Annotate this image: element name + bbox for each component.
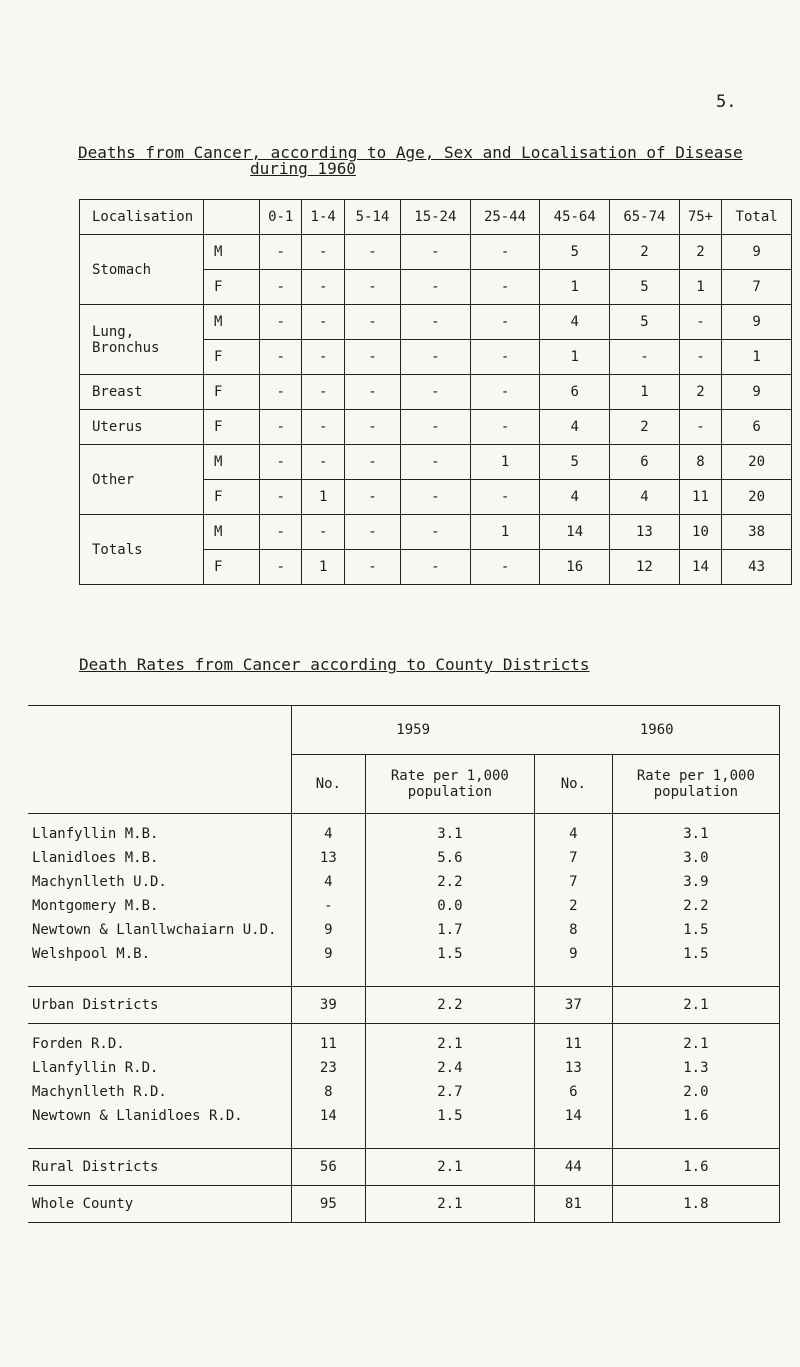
localisation-label: Totals: [80, 515, 204, 585]
count-cell: -: [302, 375, 344, 410]
rate-cell: 2.1: [365, 1186, 534, 1223]
subheader-rate-1960: Rate per 1,000 population: [612, 755, 779, 814]
localisation-label: Lung, Bronchus: [80, 305, 204, 375]
count-cell: 2: [610, 235, 680, 270]
column-header: 25-44: [470, 200, 540, 235]
count-cell: 5: [540, 235, 610, 270]
deaths-count-cell: 9: [291, 942, 365, 966]
table-row: [80, 305, 792, 340]
rate-cell: 2.7: [365, 1080, 534, 1104]
spacer-cell: [534, 1024, 612, 1033]
deaths-count-cell: 13: [534, 1056, 612, 1080]
column-header: 5-14: [344, 200, 400, 235]
spacer-cell: [28, 966, 291, 987]
sex-cell: M: [204, 515, 260, 550]
rate-cell: 3.0: [612, 846, 779, 870]
table-row: [80, 445, 792, 480]
count-cell: 14: [679, 550, 721, 585]
rate-cell: 2.0: [612, 1080, 779, 1104]
count-cell: 1: [610, 375, 680, 410]
deaths-count-cell: 7: [534, 870, 612, 894]
spacer-cell: [365, 966, 534, 987]
total-cell: 43: [722, 550, 792, 585]
deaths-count-cell: 8: [291, 1080, 365, 1104]
count-cell: 2: [610, 410, 680, 445]
rate-cell: 2.1: [365, 1032, 534, 1056]
table-row: [80, 515, 792, 550]
count-cell: 6: [540, 375, 610, 410]
count-cell: -: [470, 550, 540, 585]
localisation-label: Other: [80, 445, 204, 515]
count-cell: -: [260, 515, 302, 550]
blank-subheader-cell: [28, 755, 291, 814]
table-row: [80, 410, 792, 445]
count-cell: 14: [540, 515, 610, 550]
count-cell: -: [344, 410, 400, 445]
count-cell: 10: [679, 515, 721, 550]
count-cell: -: [401, 235, 471, 270]
count-cell: -: [302, 515, 344, 550]
spacer-row: [28, 1128, 780, 1149]
district-name: Rural Districts: [28, 1149, 291, 1186]
deaths-by-age-table: [79, 199, 792, 585]
count-cell: 16: [540, 550, 610, 585]
total-cell: 20: [722, 445, 792, 480]
rate-cell: 2.1: [612, 987, 779, 1024]
sex-cell: M: [204, 445, 260, 480]
deaths-count-cell: 14: [291, 1104, 365, 1128]
sex-cell: F: [204, 480, 260, 515]
count-cell: -: [260, 410, 302, 445]
sex-cell: F: [204, 340, 260, 375]
district-name: Llanidloes M.B.: [32, 850, 159, 866]
count-cell: -: [401, 270, 471, 305]
rate-cell: 3.1: [612, 822, 779, 846]
rate-cell: 1.5: [612, 918, 779, 942]
count-cell: -: [401, 515, 471, 550]
table-row: [80, 375, 792, 410]
spacer-cell: [28, 814, 291, 823]
count-cell: 12: [610, 550, 680, 585]
count-cell: 1: [540, 270, 610, 305]
district-name: Urban Districts: [28, 987, 291, 1024]
count-cell: -: [401, 375, 471, 410]
count-cell: -: [470, 270, 540, 305]
total-cell: 20: [722, 480, 792, 515]
subheader-no-1959: No.: [291, 755, 365, 814]
count-cell: -: [302, 340, 344, 375]
total-cell: 9: [722, 375, 792, 410]
district-row: [28, 1056, 780, 1080]
district-row: [28, 846, 780, 870]
deaths-count-cell: 81: [534, 1186, 612, 1223]
count-cell: 4: [540, 480, 610, 515]
sex-cell: F: [204, 270, 260, 305]
count-cell: 6: [610, 445, 680, 480]
count-cell: 1: [302, 550, 344, 585]
deaths-count-cell: 56: [291, 1149, 365, 1186]
count-cell: -: [260, 550, 302, 585]
count-cell: -: [260, 375, 302, 410]
column-header: 75+: [679, 200, 721, 235]
count-cell: -: [470, 410, 540, 445]
count-cell: -: [344, 550, 400, 585]
spacer-row: [28, 966, 780, 987]
count-cell: 2: [679, 375, 721, 410]
count-cell: -: [344, 270, 400, 305]
count-cell: -: [260, 270, 302, 305]
count-cell: -: [470, 375, 540, 410]
count-cell: -: [260, 235, 302, 270]
count-cell: -: [344, 375, 400, 410]
spacer-cell: [612, 814, 779, 823]
count-cell: -: [401, 550, 471, 585]
district-row: [28, 1032, 780, 1056]
rate-cell: 3.9: [612, 870, 779, 894]
count-cell: -: [344, 340, 400, 375]
deaths-count-cell: 9: [291, 918, 365, 942]
spacer-row: [28, 1024, 780, 1033]
count-cell: 5: [610, 305, 680, 340]
count-cell: 8: [679, 445, 721, 480]
district-row: [28, 1104, 780, 1128]
deaths-count-cell: 95: [291, 1186, 365, 1223]
district-row: [28, 918, 780, 942]
spacer-cell: [534, 814, 612, 823]
column-header: Localisation: [80, 200, 204, 235]
column-header: Total: [722, 200, 792, 235]
localisation-label: Breast: [80, 375, 204, 410]
count-cell: -: [260, 480, 302, 515]
spacer-cell: [28, 1128, 291, 1149]
subheader-no-1960: No.: [534, 755, 612, 814]
rate-cell: 2.2: [365, 987, 534, 1024]
count-cell: -: [302, 410, 344, 445]
count-cell: 1: [540, 340, 610, 375]
district-row: [28, 822, 780, 846]
count-cell: -: [260, 445, 302, 480]
count-cell: -: [610, 340, 680, 375]
spacer-cell: [612, 966, 779, 987]
rate-cell: 5.6: [365, 846, 534, 870]
count-cell: -: [470, 340, 540, 375]
rate-cell: 1.5: [365, 1104, 534, 1128]
sex-cell: M: [204, 235, 260, 270]
count-cell: -: [679, 305, 721, 340]
rate-cell: 1.5: [365, 942, 534, 966]
rate-cell: 2.2: [365, 870, 534, 894]
rate-cell: 1.6: [612, 1149, 779, 1186]
spacer-cell: [365, 1024, 534, 1033]
rate-cell: 1.3: [612, 1056, 779, 1080]
column-header: 0-1: [260, 200, 302, 235]
district-row: [28, 870, 780, 894]
count-cell: -: [401, 480, 471, 515]
death-rates-table: [28, 705, 780, 1223]
count-cell: -: [344, 480, 400, 515]
total-cell: 9: [722, 235, 792, 270]
count-cell: -: [302, 270, 344, 305]
rate-cell: 2.2: [612, 894, 779, 918]
blank-header-cell: [28, 706, 291, 755]
column-header: 65-74: [610, 200, 680, 235]
rate-cell: 2.4: [365, 1056, 534, 1080]
deaths-count-cell: 13: [291, 846, 365, 870]
count-cell: 4: [610, 480, 680, 515]
count-cell: -: [401, 445, 471, 480]
count-cell: -: [401, 410, 471, 445]
count-cell: -: [470, 305, 540, 340]
count-cell: 5: [540, 445, 610, 480]
district-name: Forden R.D.: [32, 1036, 125, 1052]
deaths-count-cell: 39: [291, 987, 365, 1024]
subheader-rate-1959: Rate per 1,000 population: [365, 755, 534, 814]
count-cell: -: [260, 340, 302, 375]
spacer-cell: [534, 1128, 612, 1149]
rate-cell: 1.6: [612, 1104, 779, 1128]
count-cell: 2: [679, 235, 721, 270]
spacer-cell: [291, 1128, 365, 1149]
sex-cell: F: [204, 550, 260, 585]
count-cell: 1: [470, 445, 540, 480]
sex-cell: F: [204, 410, 260, 445]
year-1960-header: 1960: [534, 706, 779, 755]
deaths-count-cell: 9: [534, 942, 612, 966]
spacer-cell: [365, 814, 534, 823]
deaths-count-cell: 7: [534, 846, 612, 870]
count-cell: -: [302, 305, 344, 340]
deaths-count-cell: 8: [534, 918, 612, 942]
spacer-cell: [291, 814, 365, 823]
column-header: 1-4: [302, 200, 344, 235]
count-cell: -: [401, 305, 471, 340]
localisation-label: Stomach: [80, 235, 204, 305]
deaths-count-cell: 44: [534, 1149, 612, 1186]
district-name: Montgomery M.B.: [32, 898, 159, 914]
count-cell: -: [302, 235, 344, 270]
count-cell: -: [260, 305, 302, 340]
district-name: Newtown & Llanllwchaiarn U.D.: [32, 922, 277, 938]
count-cell: -: [302, 445, 344, 480]
district-name: Newtown & Llanidloes R.D.: [32, 1108, 243, 1124]
count-cell: -: [679, 340, 721, 375]
rural-total-row: [28, 1149, 780, 1186]
deaths-count-cell: 11: [534, 1032, 612, 1056]
count-cell: 4: [540, 410, 610, 445]
count-cell: -: [344, 445, 400, 480]
deaths-count-cell: 6: [534, 1080, 612, 1104]
spacer-cell: [28, 1024, 291, 1033]
count-cell: 1: [470, 515, 540, 550]
deaths-table-subtitle: during 1960: [250, 159, 356, 178]
count-cell: 1: [302, 480, 344, 515]
count-cell: 4: [540, 305, 610, 340]
deaths-count-cell: -: [291, 894, 365, 918]
rate-cell: 2.1: [365, 1149, 534, 1186]
total-cell: 6: [722, 410, 792, 445]
deaths-count-cell: 37: [534, 987, 612, 1024]
district-name: Machynlleth R.D.: [32, 1084, 167, 1100]
count-cell: -: [344, 235, 400, 270]
district-name: Llanfyllin R.D.: [32, 1060, 159, 1076]
count-cell: 13: [610, 515, 680, 550]
district-name: Whole County: [28, 1186, 291, 1223]
death-rates-table-title: Death Rates from Cancer according to County Districts: [79, 655, 590, 674]
count-cell: 5: [610, 270, 680, 305]
deaths-count-cell: 11: [291, 1032, 365, 1056]
spacer-cell: [291, 1024, 365, 1033]
rate-cell: 2.1: [612, 1032, 779, 1056]
sex-cell: M: [204, 305, 260, 340]
count-cell: -: [470, 235, 540, 270]
rate-cell: 3.1: [365, 822, 534, 846]
spacer-cell: [612, 1024, 779, 1033]
column-header: [204, 200, 260, 235]
total-cell: 7: [722, 270, 792, 305]
table-row: [80, 235, 792, 270]
district-row: [28, 1080, 780, 1104]
total-cell: 38: [722, 515, 792, 550]
deaths-count-cell: 2: [534, 894, 612, 918]
count-cell: -: [344, 515, 400, 550]
deaths-count-cell: 4: [534, 822, 612, 846]
total-cell: 9: [722, 305, 792, 340]
deaths-count-cell: 23: [291, 1056, 365, 1080]
page-number: 5.: [716, 92, 737, 112]
year-1959-header: 1959: [291, 706, 534, 755]
deaths-count-cell: 14: [534, 1104, 612, 1128]
district-row: [28, 942, 780, 966]
district-name: Machynlleth U.D.: [32, 874, 167, 890]
deaths-count-cell: 4: [291, 870, 365, 894]
rate-cell: 0.0: [365, 894, 534, 918]
count-cell: -: [401, 340, 471, 375]
district-name: Welshpool M.B.: [32, 946, 151, 962]
spacer-cell: [291, 966, 365, 987]
rate-cell: 1.5: [612, 942, 779, 966]
count-cell: -: [679, 410, 721, 445]
rate-cell: 1.8: [612, 1186, 779, 1223]
count-cell: -: [344, 305, 400, 340]
count-cell: 11: [679, 480, 721, 515]
sex-cell: F: [204, 375, 260, 410]
urban-total-row: [28, 987, 780, 1024]
count-cell: -: [470, 480, 540, 515]
total-cell: 1: [722, 340, 792, 375]
spacer-row: [28, 814, 780, 823]
spacer-cell: [365, 1128, 534, 1149]
spacer-cell: [612, 1128, 779, 1149]
deaths-table-title: Deaths from Cancer, according to Age, Sex and Localisation of Disease: [78, 143, 743, 162]
district-name: Llanfyllin M.B.: [32, 826, 159, 842]
rate-cell: 1.7: [365, 918, 534, 942]
deaths-count-cell: 4: [291, 822, 365, 846]
count-cell: 1: [679, 270, 721, 305]
district-row: [28, 894, 780, 918]
spacer-cell: [534, 966, 612, 987]
localisation-label: Uterus: [80, 410, 204, 445]
column-header: 45-64: [540, 200, 610, 235]
column-header: 15-24: [401, 200, 471, 235]
county-total-row: [28, 1186, 780, 1223]
